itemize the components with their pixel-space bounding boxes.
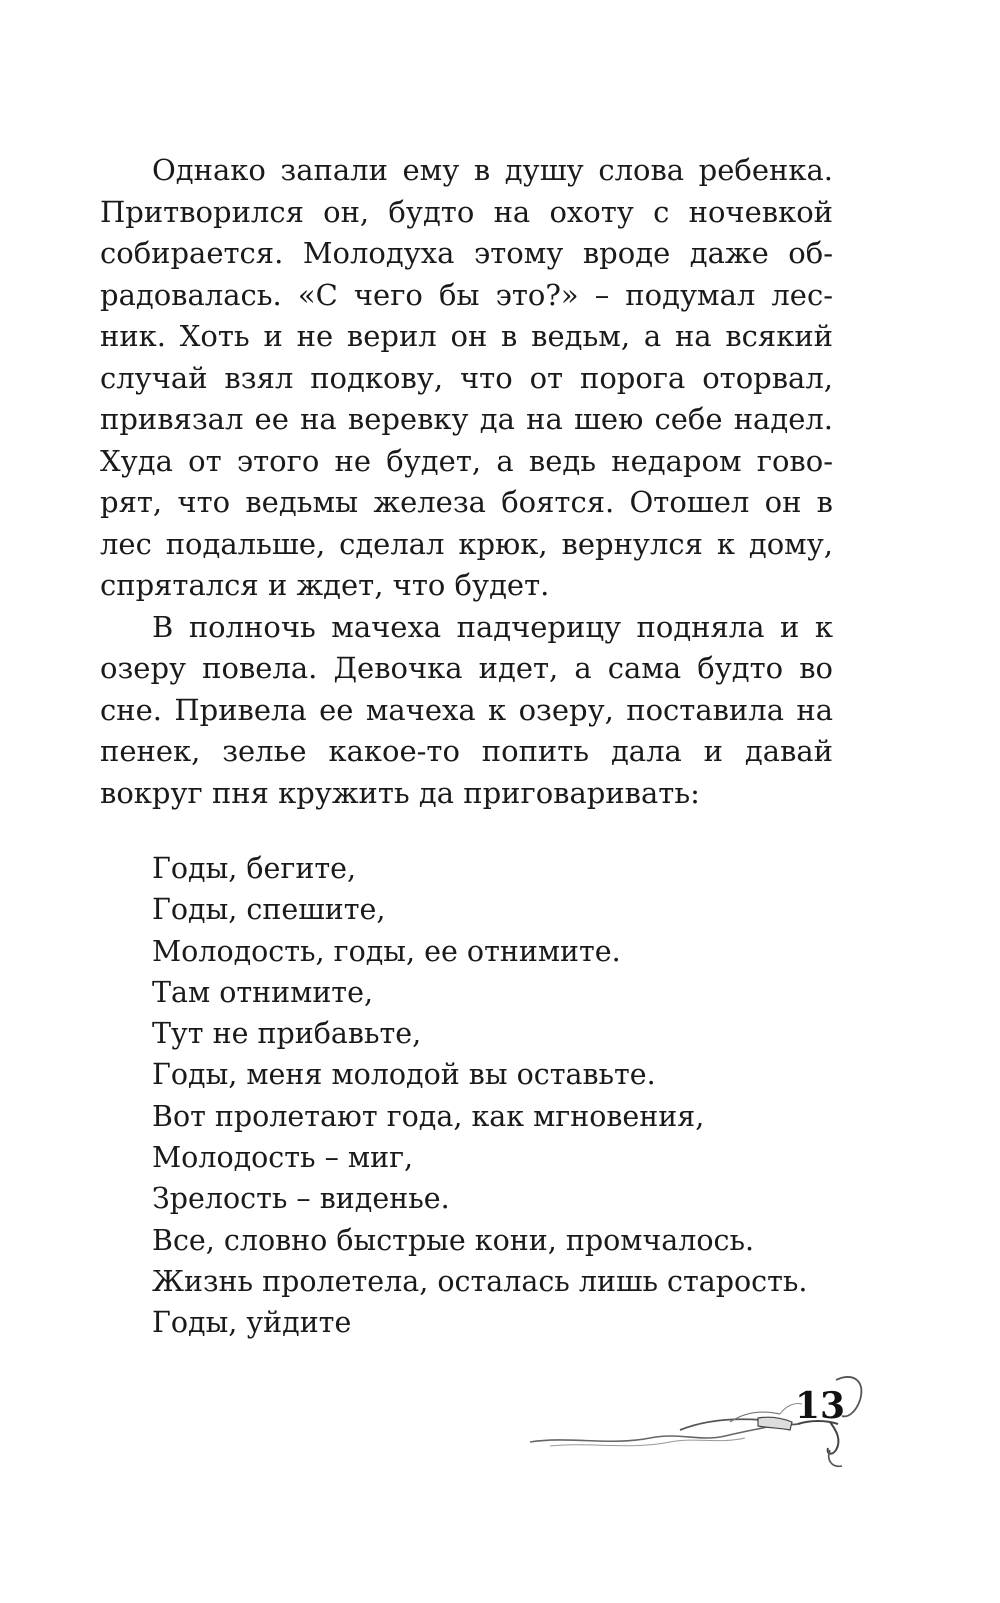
text-line: случай взял подкову, что от порога оторвал, <box>100 360 833 395</box>
prose-block <box>100 150 833 814</box>
text-line: ник. Хоть и не верил он в ведьм, а на всякий <box>100 319 833 353</box>
poem-line: Годы, меня молодой вы оставьте. <box>152 1058 656 1092</box>
text-line: собирается. Молодуха этому вроде даже об- <box>100 236 833 270</box>
text-line: В полночь мачеха падчерицу подняла и к <box>152 609 833 644</box>
text-line: вокруг пня кружить да приговаривать: <box>100 775 700 810</box>
poem-line: Молодость – миг, <box>152 1141 414 1175</box>
text-line: радовалась. «С чего бы это?» – подумал лес- <box>100 277 833 312</box>
text-line: Притворился он, будто на охоту с ночевкой <box>100 194 833 229</box>
text-line: Однако запали ему в душу слова ребенка. <box>152 153 833 187</box>
text-line: лес подальше, сделал крюк, вернулся к дому, <box>100 526 833 561</box>
text-line: привязал ее на веревку да на шею себе надел. <box>100 402 833 436</box>
poem-line: Жизнь пролетела, осталась лишь старость. <box>152 1264 808 1298</box>
text-line: спрятался и ждет, что будет. <box>100 568 550 602</box>
poem-line: Годы, спешите, <box>152 893 386 927</box>
poem-line: Все, словно быстрые кони, промчалось. <box>152 1223 755 1257</box>
poem-line: Тут не прибавьте, <box>152 1017 422 1051</box>
poem-line: Там отнимите, <box>152 975 374 1009</box>
text-line: рят, что ведьмы железа боятся. Отошел он в <box>100 485 833 519</box>
text-line: пенек, зелье какое-то попить дала и давай <box>100 734 833 768</box>
poem-line: Вот пролетают года, как мгновения, <box>152 1099 705 1133</box>
poem-line: Годы, бегите, <box>152 852 357 885</box>
poem-block <box>152 848 852 1344</box>
text-line: озеру повела. Девочка идет, а сама будто во <box>100 651 833 685</box>
poem-line: Годы, уйдите <box>152 1306 352 1340</box>
text-line: сне. Привела ее мачеха к озеру, поставила на <box>100 692 833 727</box>
poem-line: Зрелость – виденье. <box>152 1182 450 1216</box>
text-line: Худа от этого не будет, а ведь недаром гово- <box>100 443 833 478</box>
page-number: 13 <box>795 1385 846 1427</box>
poem-line: Молодость, годы, ее отнимите. <box>152 934 621 968</box>
